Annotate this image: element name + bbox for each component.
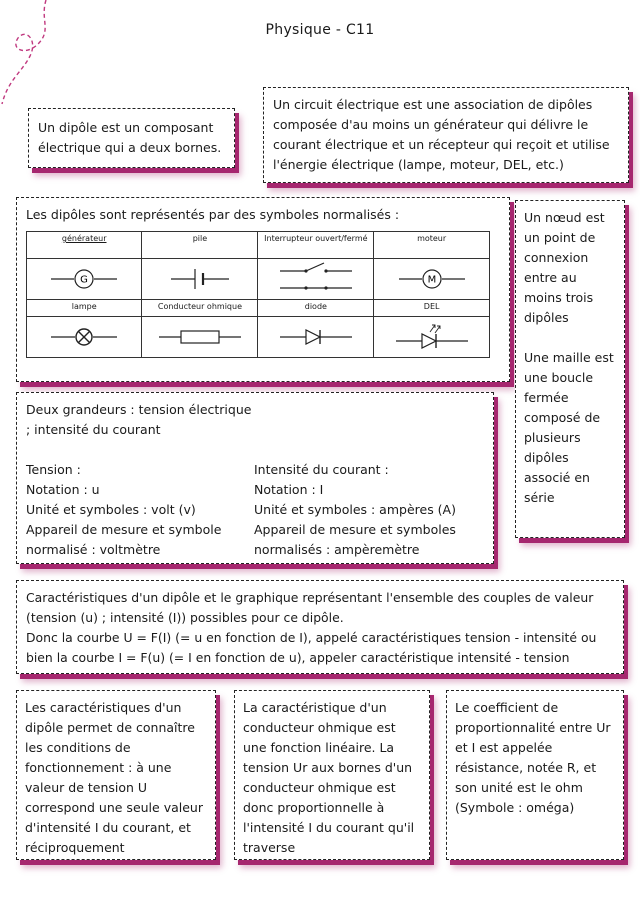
intensite-column — [254, 460, 484, 560]
motor-symbol-icon — [397, 268, 467, 290]
diode-symbol-icon — [276, 326, 356, 348]
symbol-label-moteur: moteur — [417, 234, 447, 243]
grandeurs-box — [16, 392, 494, 564]
motor-glyph: M — [427, 274, 436, 286]
resistor-symbol-icon — [155, 327, 245, 347]
symbols-intro: Les dipôles sont représentés par des symboles normalisés : — [26, 207, 400, 222]
noeud-maille-box — [515, 200, 625, 538]
maille-definition: Une maille est une boucle fermée composé de plusieurs dipôles associé en série — [524, 350, 614, 505]
switch-symbol-icon — [276, 262, 356, 296]
symbols-header-row-1 — [27, 232, 490, 259]
symbols-image-row-1 — [27, 259, 490, 300]
symbol-label-lampe: lampe — [71, 302, 97, 311]
bottom-right-text: Le coefficient de proportionnalité entre Ur et I est appelée résistance, notée R, et son unité est le ohm (Symbole : oméga) — [455, 700, 611, 815]
symbols-box — [16, 197, 510, 382]
bottom-left-box — [16, 690, 216, 860]
dipole-definition-box — [28, 108, 235, 168]
tension-column — [26, 460, 254, 560]
intensite-notation: Notation : I — [254, 482, 324, 497]
intensite-unit: Unité et symboles : ampères (A) — [254, 502, 456, 517]
symbols-header-row-2 — [27, 300, 490, 317]
intensite-device: Appareil de mesure et symboles normalisés : ampèremètre — [254, 522, 456, 557]
bottom-middle-box — [234, 690, 430, 860]
caracteristiques-line-1: Caractéristiques d'un dipôle et le graphique représentant l'ensemble des couples de valeur (tension (u) ; intensité (I)) possibles pour ce dipôle. — [26, 590, 594, 625]
tension-notation: Notation : u — [26, 482, 100, 497]
symbol-label-conducteur-ohmique: Conducteur ohmique — [157, 302, 242, 311]
battery-symbol-icon — [165, 267, 235, 291]
tension-device: Appareil de mesure et symbole normalisé : voltmètre — [26, 522, 222, 557]
bottom-middle-text: La caractéristique d'un conducteur ohmique est une fonction linéaire. La tension Ur aux bornes d'un conducteur ohmique est donc proportionnelle à l'intensité I du courant qu'il traverse — [243, 700, 415, 855]
symbol-label-interrupteur: Interrupteur ouvert/fermé — [264, 234, 368, 243]
bottom-right-box — [446, 690, 624, 860]
tension-title: Tension : — [26, 462, 81, 477]
circuit-definition-box — [263, 87, 629, 183]
bottom-left-text: Les caractéristiques d'un dipôle permet de connaître les conditions de fonctionnement : à une valeur de tension U correspond une seule valeur d'intensité I du courant, et réciproquement — [25, 700, 203, 855]
symbol-label-pile: pile — [192, 234, 208, 243]
noeud-definition: Un nœud est un point de connexion entre au moins trois dipôles — [524, 210, 605, 325]
lamp-symbol-icon — [49, 325, 119, 349]
tension-unit: Unité et symboles : volt (v) — [26, 502, 196, 517]
grandeurs-intro: Deux grandeurs : tension électrique ; intensité du courant — [26, 402, 252, 437]
generator-glyph: G — [80, 274, 89, 286]
caracteristiques-line-2: Donc la courbe U = F(I) (= u en fonction de I), appelé caractéristiques tension - intensité ou bien la courbe I = F(u) (= I en fonction de u), appeler caractéristique intensité - tension — [26, 630, 597, 665]
symbols-image-row-2 — [27, 317, 490, 358]
generator-symbol-icon — [49, 268, 119, 290]
caracteristiques-box — [16, 580, 624, 674]
intensite-title: Intensité du courant : — [254, 462, 389, 477]
page-title: Physique - C11 — [265, 22, 375, 38]
symbol-label-diode: diode — [304, 302, 327, 311]
symbol-label-generateur: générateur — [61, 234, 107, 243]
symbol-label-del: DEL — [423, 302, 440, 311]
led-symbol-icon — [392, 322, 472, 352]
symbols-table — [26, 231, 490, 358]
dipole-definition-text: Un dipôle est un composant électrique qui a deux bornes. — [38, 120, 222, 155]
decorative-swirl-icon — [0, 0, 60, 110]
circuit-definition-text: Un circuit électrique est une association de dipôles composée d'au moins un générateur qui délivre le courant électrique et un récepteur qui reçoit et utilise l'énergie électrique (lampe, moteur, DEL, etc.) — [273, 97, 610, 172]
